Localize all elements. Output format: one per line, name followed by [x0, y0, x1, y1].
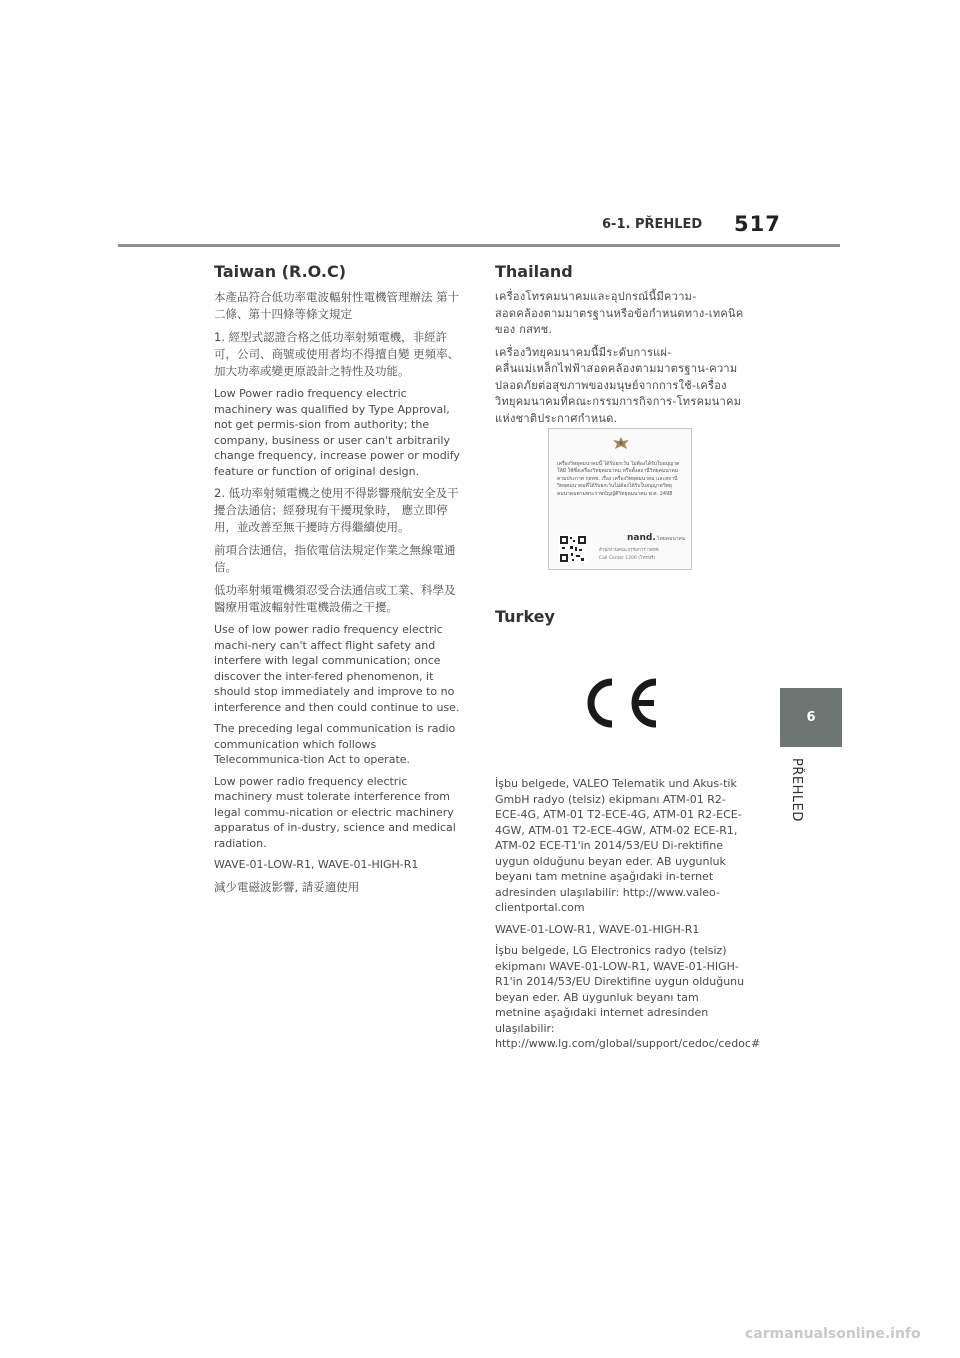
turkey-paragraph: İşbu belgede, VALEO Telematik und Akus-tik GmbH radyo (telsiz) ekipmanı ATM-01 R2-ECE-4G, ATM-01 T2-ECE-4G, ATM-01 R2-ECE-4GW, ATM-01 T2-ECE-4GW, ATM-02 ECE-R1, ATM-02 ECE-T1'in 2014/53/EU Di-rektifine uygun olduğunu beyan eder. AB uygunluk beyanı tam metnine aşağıdaki in-ternet adresinden ulaşılabilir: http://www.valeo-clientportal.com: [495, 777, 742, 914]
thai-certification-label: [548, 428, 692, 570]
taiwan-paragraph: Low Power radio frequency electric machinery was qualified by Type Approval, not get permis-sion from authority; the company, business or user can't arbitrarily change frequency, increase power or modify feature or function of original design.: [214, 387, 460, 478]
thai-label-text: เครื่องวิทยุคมนาคมนี้ ได้รับยกเว้น ไม่ต้องได้รับใบอนุญาตให้มี ใช้ซึ่งเครื่องวิทยุคมนาคม หรือตั้งสถานีวิทยุคมนาคมตามประกาศ กสทช. เรื่อง เครื่องวิทยุคมนาคม และสถานีวิทยุคมนาคมที่ได้รับยกเว้นไม่ต้องได้รับใบอนุญาตวิทยุคมนาคมตามพระราชบัญญัติวิทยุคมนาคม พ.ศ. 2498: [557, 461, 680, 497]
turkey-paragraph: İşbu belgede, LG Electronics radyo (telsiz) ekipmanı WAVE-01-LOW-R1, WAVE-01-HIGH-R1'in 2014/53/EU Direktifine uygun olduğunu beyan eder. AB uygunluk beyanı tam metnine aşağıdaki internet adresinden ulaşılabilir: http://www.lg.com/global/support/cedoc/cedoc#: [495, 944, 761, 1050]
taiwan-section: [214, 262, 464, 902]
thai-label-small-text: สำนักงานคณะกรรมการ กสทช.: [599, 548, 661, 553]
page-number: 517: [734, 212, 781, 236]
taiwan-paragraph: 1. 經型式認證合格之低功率射頻電機，非經許可，公司、商號或使用者均不得擅自變 更頻率、加大功率或變更原設計之特性及功能。: [214, 330, 460, 378]
turkey-heading: Turkey: [495, 607, 555, 626]
turkey-section: [495, 776, 761, 1058]
thailand-paragraph: เครื่องวิทยุคมนาคมนี้มีระดับการแผ่-คลื่นแม่เหล็กไฟฟ้าสอดคล้องตามมาตรฐาน-ความปลอดภัยต่อสุขภาพของมนุษย์จากการใช้-เครื่องวิทยุคมนาคมที่คณะกรรมการกิจการ-โทรคมนาคมแห่งชาติประกาศกำหนด.: [495, 345, 742, 425]
qr-code-icon: [559, 535, 587, 563]
taiwan-heading: Taiwan (R.O.C): [214, 262, 347, 281]
watermark: carmanualsonline.info: [745, 1326, 921, 1342]
taiwan-paragraph: The preceding legal communication is radio communication which follows Telecommunica-tion Act to operate.: [214, 722, 456, 766]
section-title: 6-1. PŘEHLED: [602, 217, 703, 232]
ce-mark-icon: [576, 672, 662, 734]
thailand-paragraph: เครื่องโทรคมนาคมและอุปกรณ์นี้มีความ-สอดคล้องตามมาตรฐานหรือข้อกำหนดทาง-เทคนิคของ กสทช.: [495, 290, 744, 336]
taiwan-paragraph: Low power radio frequency electric machinery must tolerate interference from legal commu-nication or electric machinery apparatus of in-dustry, science and medical radiation.: [214, 774, 456, 850]
thailand-heading: Thailand: [495, 262, 573, 281]
header-divider: [118, 244, 840, 247]
taiwan-paragraph: 低功率射頻電機須忍受合法通信或工業、科學及醫療用電波輻射性電機設備之干擾。: [214, 583, 456, 614]
garuda-emblem-icon: [611, 435, 631, 455]
thai-brand-subtitle: ไทยคมนาคม: [657, 536, 686, 542]
taiwan-paragraph: 2. 低功率射頻電機之使用不得影響飛航安全及干擾合法通信；經發現有干擾現象時， 應立即停用，並改善至無干擾時方得繼續使用。: [214, 486, 459, 534]
chapter-tab: 6: [780, 688, 842, 747]
turkey-model-numbers: WAVE-01-LOW-R1, WAVE-01-HIGH-R1: [495, 922, 700, 936]
taiwan-paragraph: 前項合法通信，指依電信法規定作業之無線電通信。: [214, 543, 456, 574]
taiwan-paragraph: 減少電磁波影響, 請妥適使用: [214, 879, 360, 894]
taiwan-paragraph: 本產品符合低功率電波輻射性電機管理辦法 第十二條、第十四條等條文規定: [214, 290, 460, 321]
thai-label-call-center: Call Center 1200 (โทรฟรี): [599, 556, 656, 561]
thai-brand-logo: nand.: [627, 533, 656, 543]
taiwan-paragraph: Use of low power radio frequency electric machi-nery can't affect flight safety and interfere with legal communication; once discover the inter-fered phenomenon, it should stop immediately and improve to no interference and then could continue to use.: [214, 623, 460, 714]
chapter-label: PŘEHLED: [789, 758, 804, 822]
thailand-section: [495, 262, 745, 433]
taiwan-model-numbers: WAVE-01-LOW-R1, WAVE-01-HIGH-R1: [214, 858, 419, 871]
